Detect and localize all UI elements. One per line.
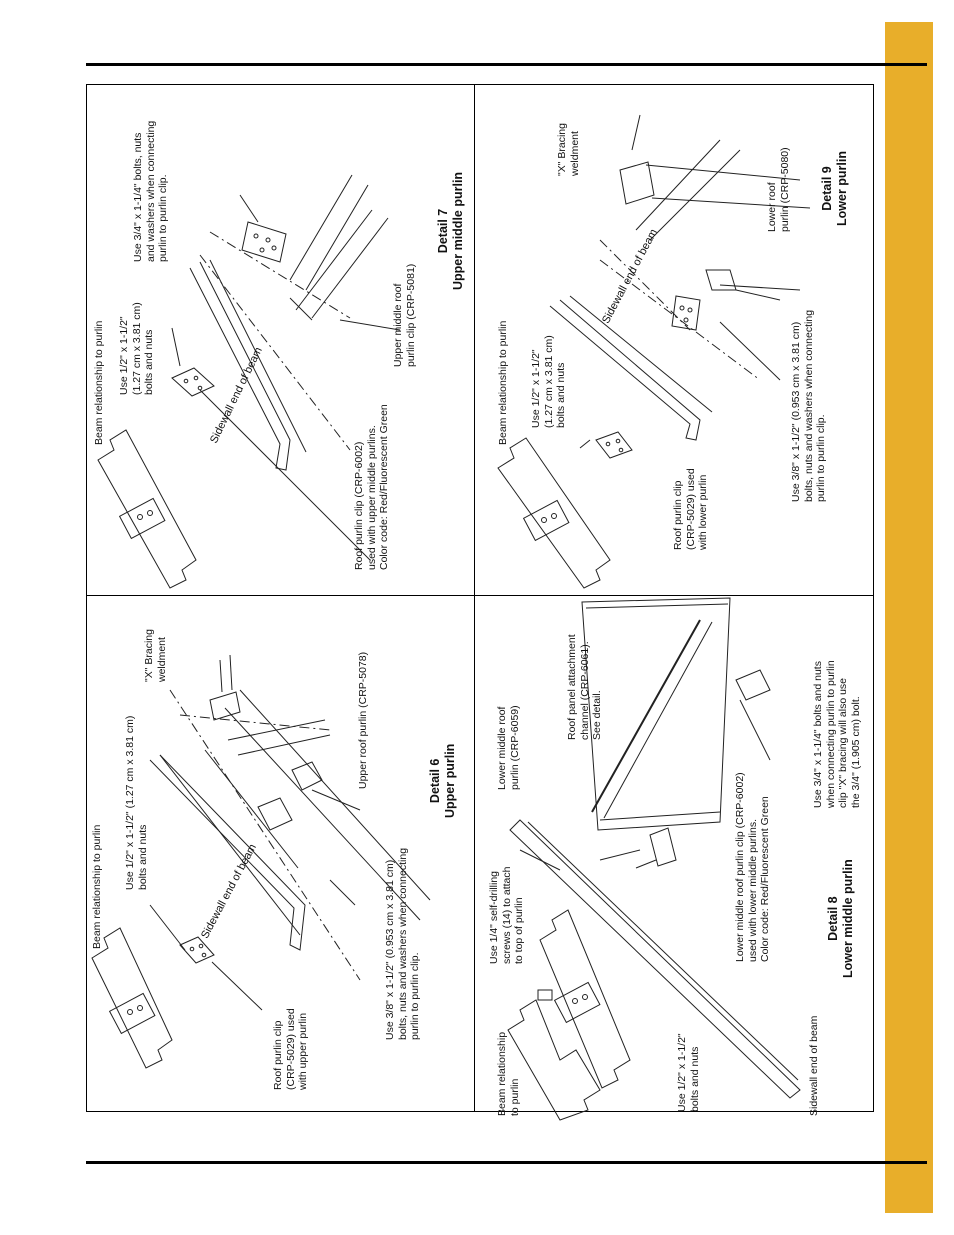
detail7-upper-middle-clip: Upper middle roof purlin clip (CRP-5081) [392,263,417,367]
detail9-lower-roof-purlin: Lower roof purlin (CRP-5080) [766,147,791,232]
detail6-title: Detail 6 [428,758,442,804]
detail7-roof-purlin-clip: Roof purlin clip (CRP-6002) used with upper middle purlins. Color code: Red/Fluorescent Green [353,404,390,570]
detail6-bolts-half-note: Use 1/2" x 1-1/2" (1.27 cm x 3.81 cm) bolts and nuts [124,715,149,890]
detail8-subtitle: Lower middle purlin [841,859,855,978]
detail6-bolts-38-note: Use 3/8" x 1-1/2" (0.953 cm x 3.81 cm) bolts, nuts and washers when connecting purlin to purlin clip. [384,847,421,1040]
detail8-lower-middle-purlin: Lower middle roof purlin (CRP-6059) [496,705,521,790]
detail9-x-bracing-label: "X" Bracing weldment [556,123,581,176]
detail9-bolts-half-note: Use 1/2" x 1-1/2" (1.27 cm x 3.81 cm) bolts and nuts [530,335,567,428]
detail9-title: Detail 9 [820,166,834,211]
detail6-upper-roof-purlin: Upper roof purlin (CRP-5078) [357,651,369,789]
detail7-sidewall-end-label: Sidewall end of beam [208,345,265,446]
detail9-beam-relationship: Beam relationship to purlin [497,320,509,445]
detail7-bolts-half-note: Use 1/2" x 1-1/2" (1.27 cm x 3.81 cm) bolts and nuts [118,302,155,395]
detail8-bolts-half-note: Use 1/2" x 1-1/2" bolts and nuts [676,1033,701,1112]
detail9-subtitle: Lower purlin [835,151,849,226]
detail8-title: Detail 8 [826,896,840,941]
detail8-attachment-channel: Roof panel attachment channel (CRP-6061). See detail. [566,634,603,740]
detail9-bolts-38-note: Use 3/8" x 1-1/2" (0.953 cm x 3.81 cm) bolts, nuts and washers when connecting purlin to purlin clip. [790,309,827,502]
detail6-subtitle: Upper purlin [443,743,457,818]
detail8-self-drilling-note: Use 1/4" self-drilling screws (14) to attach to top of purlin [488,866,525,964]
detail8-sidewall-end-label: Sidewall end of beam [808,1015,820,1116]
detail8-lower-middle-clip: Lower middle roof purlin clip (CRP-6002) used with lower middle purlins. Color code: Red/Fluorescent Green [734,772,771,962]
detail7-subtitle: Upper middle purlin [451,171,465,290]
detail6-x-bracing-label: "X" Bracing weldment [143,629,168,682]
detail6-beam-relationship: Beam relationship to purlin [91,824,103,949]
detail9-roof-purlin-clip: Roof purlin clip (CRP-5029) used with lower purlin [672,468,709,550]
detail9-sidewall-end-label: Sidewall end of beam [600,227,660,326]
detail6-title-block [428,744,458,818]
detail7-bolts-34-note: Use 3/4" x 1-1/4" bolts, nuts and washers when connecting purlin to purlin clip. [132,120,169,262]
detail8-title-block [826,859,856,978]
detail7-title: Detail 7 [436,208,450,254]
detail8-beam-relationship: Beam relationship to purlin [496,1031,521,1116]
detail7-beam-relationship: Beam relationship to purlin [93,320,105,445]
detail9-title-block [820,151,850,226]
detail7-title-block [436,172,466,290]
detail6-sidewall-end-label: Sidewall end of beam [199,842,259,941]
detail8-bolts-34-note: Use 3/4" x 1-1/4" bolts and nuts when connecting purlin to purlin clip "X" bracing will also use the 3/4" (1.905 cm) bolt. [812,660,862,808]
detail6-roof-purlin-clip: Roof purlin clip (CRP-5029) used with upper purlin [272,1008,309,1090]
